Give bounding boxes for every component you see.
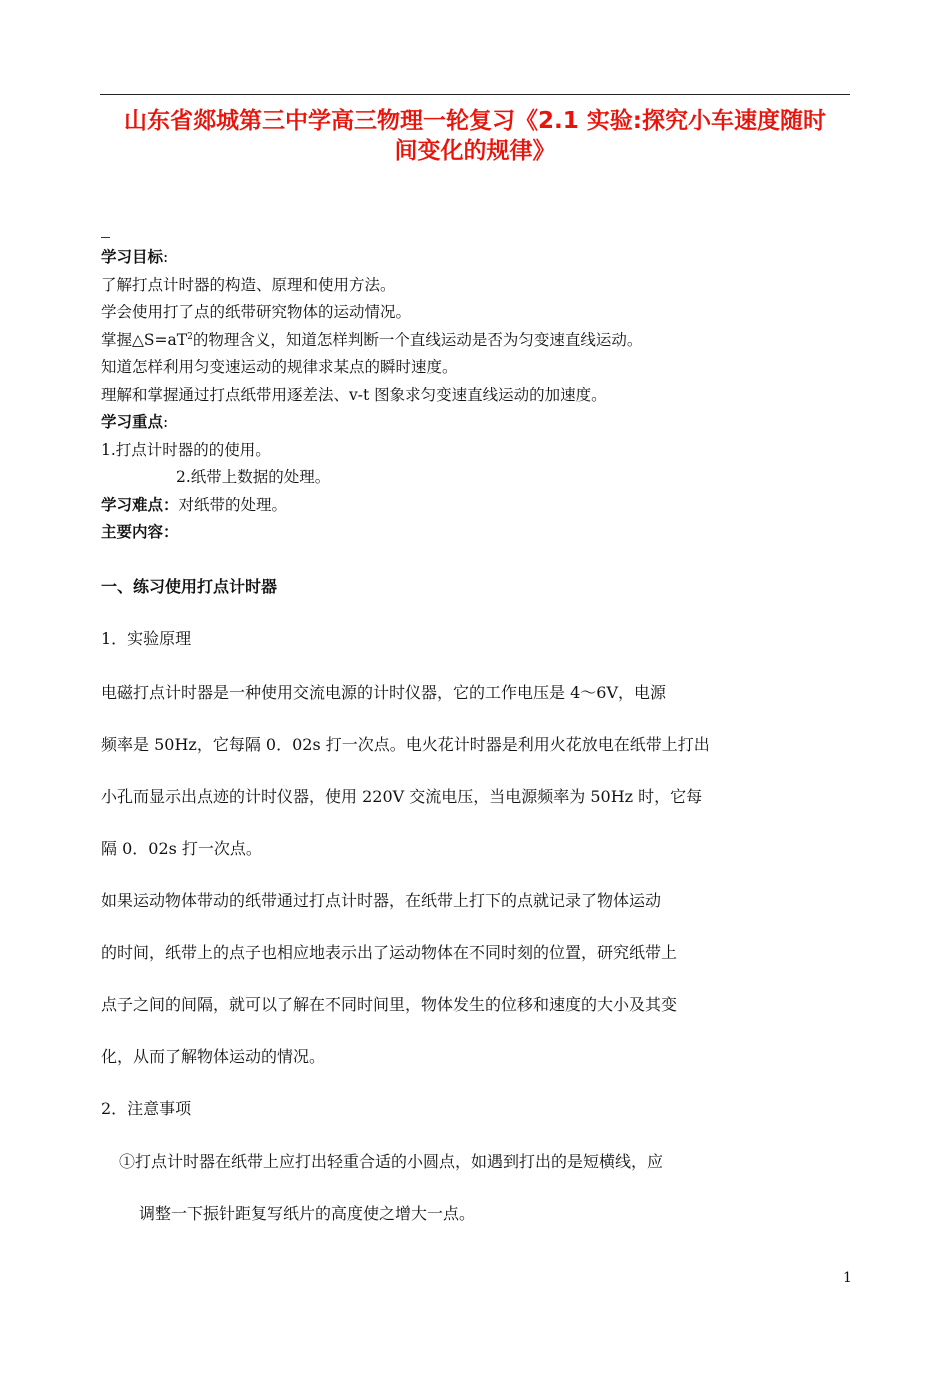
- objectives-heading-line: [101, 244, 642, 272]
- section1-sub2: 2．注意事项: [101, 1099, 192, 1118]
- para2-line: 化，从而了解物体运动的情况。: [101, 1047, 326, 1066]
- key-points-colon: :: [163, 413, 169, 431]
- formula-before: 掌握△S=aT: [101, 330, 188, 349]
- formula-after: 的物理含义，知道怎样判断一个直线运动是否为匀变速直线运动。: [192, 330, 643, 349]
- document-title: [100, 106, 850, 166]
- difficulty-text: 对纸带的处理。: [178, 495, 288, 514]
- header-rule: [100, 94, 850, 95]
- section1-heading: 一、练习使用打点计时器: [101, 577, 278, 596]
- objectives-block: [101, 244, 642, 547]
- para2-line: 点子之间的间隔，就可以了解在不同时间里，物体发生的位移和速度的大小及其变: [101, 995, 678, 1014]
- objectives-colon: :: [163, 248, 169, 266]
- key-points-heading: 学习重点: [101, 413, 164, 431]
- difficulty-line: [101, 492, 642, 520]
- difficulty-heading: 学习难点：: [101, 495, 179, 514]
- para2-line: 的时间，纸带上的点子也相应地表示出了运动物体在不同时刻的位置，研究纸带上: [101, 943, 678, 962]
- key-point-item: 1.打点计时器的的使用。: [101, 440, 271, 459]
- title-line-1: 山东省郯城第三中学高三物理一轮复习《2.1 实验:探究小车速度随时: [124, 108, 826, 134]
- main-content-heading: 主要内容：: [101, 523, 179, 541]
- para1-line: 隔 0．02s 打一次点。: [101, 839, 262, 858]
- page-number: 1: [843, 1270, 852, 1286]
- title-line-2: 间变化的规律》: [394, 138, 556, 164]
- para1-line: 电磁打点计时器是一种使用交流电源的计时仪器，它的工作电压是 4～6V，电源: [101, 683, 667, 702]
- note1-line-2: 调整一下振针距复写纸片的高度使之增大一点。: [139, 1204, 476, 1223]
- note1-line-1: ①打点计时器在纸带上应打出轻重合适的小圆点，如遇到打出的是短横线，应: [119, 1152, 664, 1171]
- objective-item: 了解打点计时器的构造、原理和使用方法。: [101, 275, 396, 294]
- objective-item: 学会使用打了点的纸带研究物体的运动情况。: [101, 303, 412, 321]
- para2-line: 如果运动物体带动的纸带通过打点计时器，在纸带上打下的点就记录了物体运动: [101, 891, 662, 910]
- objective-item: 知道怎样利用匀变速运动的规律求某点的瞬时速度。: [101, 358, 458, 376]
- section1-sub1: 1．实验原理: [101, 629, 192, 648]
- objectives-heading: 学习目标: [101, 248, 164, 266]
- objective-item-formula: [101, 327, 642, 355]
- small-dash-mark: [101, 237, 110, 238]
- formula-superscript: 2: [187, 331, 193, 342]
- objective-item: 理解和掌握通过打点纸带用逐差法、v-t 图象求匀变速直线运动的加速度。: [101, 385, 607, 404]
- para1-line: 小孔而显示出点迹的计时仪器，使用 220V 交流电压，当电源频率为 50Hz 时，它每: [101, 787, 703, 806]
- key-points-heading-line: [101, 409, 642, 437]
- key-point-item: 2.纸带上数据的处理。: [176, 468, 331, 486]
- para1-line: 频率是 50Hz，它每隔 0．02s 打一次点。电火花计时器是利用火花放电在纸带上打出: [101, 735, 710, 754]
